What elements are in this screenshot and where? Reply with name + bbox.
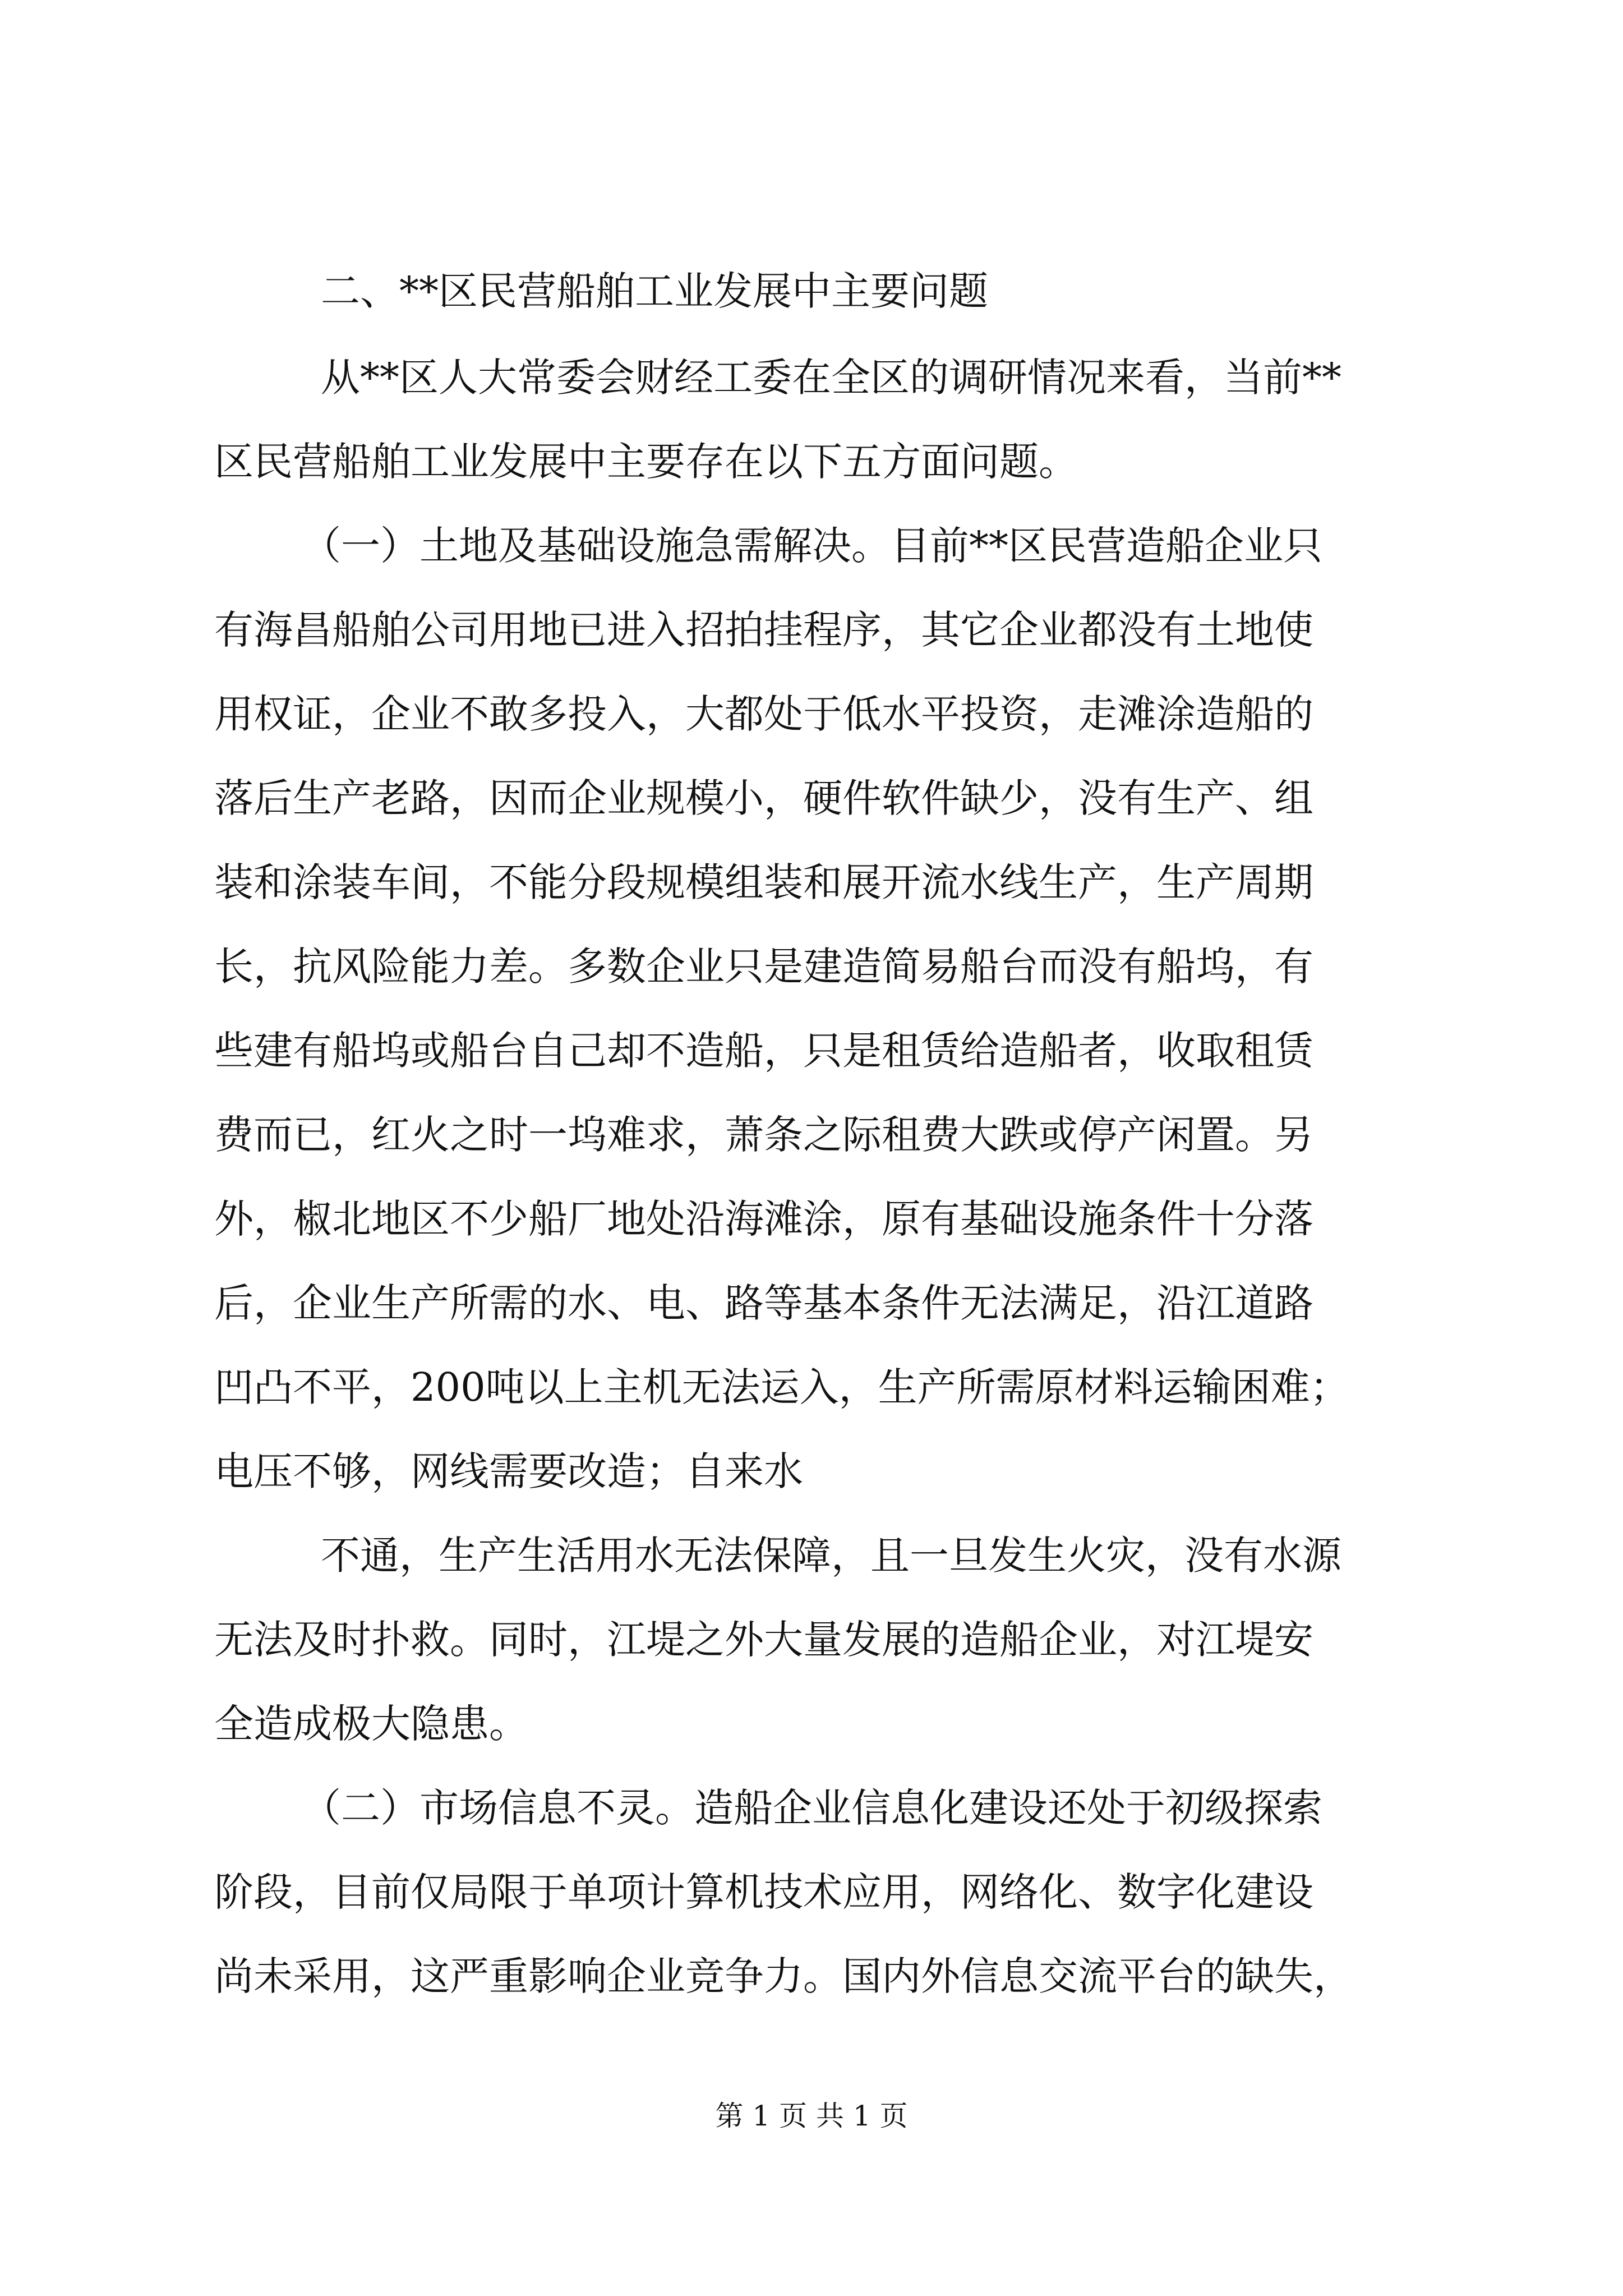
paragraph-line: 长，抗风险能力差。多数企业只是建造简易船台而没有船坞，有 xyxy=(214,944,1313,990)
paragraph-line: 无法及时扑救。同时，江堤之外大量发展的造船企业，对江堤安 xyxy=(214,1617,1313,1663)
paragraph-line: 装和涂装车间，不能分段规模组装和展开流水线生产，生产周期 xyxy=(214,859,1313,905)
paragraph-line: 外，椒北地区不少船厂地处沿海滩涂，原有基础设施条件十分落 xyxy=(214,1196,1313,1242)
paragraph-line: 从**区人大常委会财经工委在全区的调研情况来看，当前** xyxy=(321,355,1341,401)
section-heading: 二、**区民营船舶工业发展中主要问题 xyxy=(321,268,988,314)
paragraph-line: 尚未采用，这严重影响企业竞争力。国内外信息交流平台的缺失， xyxy=(214,1953,1353,1999)
paragraph-line: 费而已，红火之时一坞难求，萧条之际租费大跌或停产闲置。另 xyxy=(214,1112,1313,1158)
paragraph-line: 区民营船舶工业发展中主要存在以下五方面问题。 xyxy=(214,439,1078,485)
paragraph-line: 有海昌船舶公司用地已进入招拍挂程序，其它企业都没有土地使 xyxy=(214,607,1313,653)
paragraph-line: 落后生产老路，因而企业规模小，硬件软件缺少，没有生产、组 xyxy=(214,775,1313,821)
paragraph-line: 不通，生产生活用水无法保障，且一旦发生火灾，没有水源 xyxy=(321,1533,1341,1579)
paragraph-line: 阶段，目前仅局限于单项计算机技术应用，网络化、数字化建设 xyxy=(214,1869,1313,1915)
paragraph-line: 全造成极大隐患。 xyxy=(214,1701,528,1747)
paragraph-line: 凹凸不平，200吨以上主机无法运入，生产所需原材料运输困难； xyxy=(214,1364,1349,1410)
paragraph-line: 后，企业生产所需的水、电、路等基本条件无法满足，沿江道路 xyxy=(214,1280,1313,1326)
paragraph-line: 些建有船坞或船台自己却不造船，只是租赁给造船者，收取租赁 xyxy=(214,1028,1313,1074)
page-footer: 第 1 页 共 1 页 xyxy=(715,2100,908,2132)
paragraph-line: 电压不够，网线需要改造；自来水 xyxy=(214,1448,803,1494)
paragraph-line: 用权证，企业不敢多投入，大都处于低水平投资，走滩涂造船的 xyxy=(214,691,1313,737)
paragraph-line: （一）土地及基础设施急需解决。目前**区民营造船企业只 xyxy=(302,523,1322,569)
paragraph-line: （二）市场信息不灵。造船企业信息化建设还处于初级探索 xyxy=(302,1785,1322,1831)
